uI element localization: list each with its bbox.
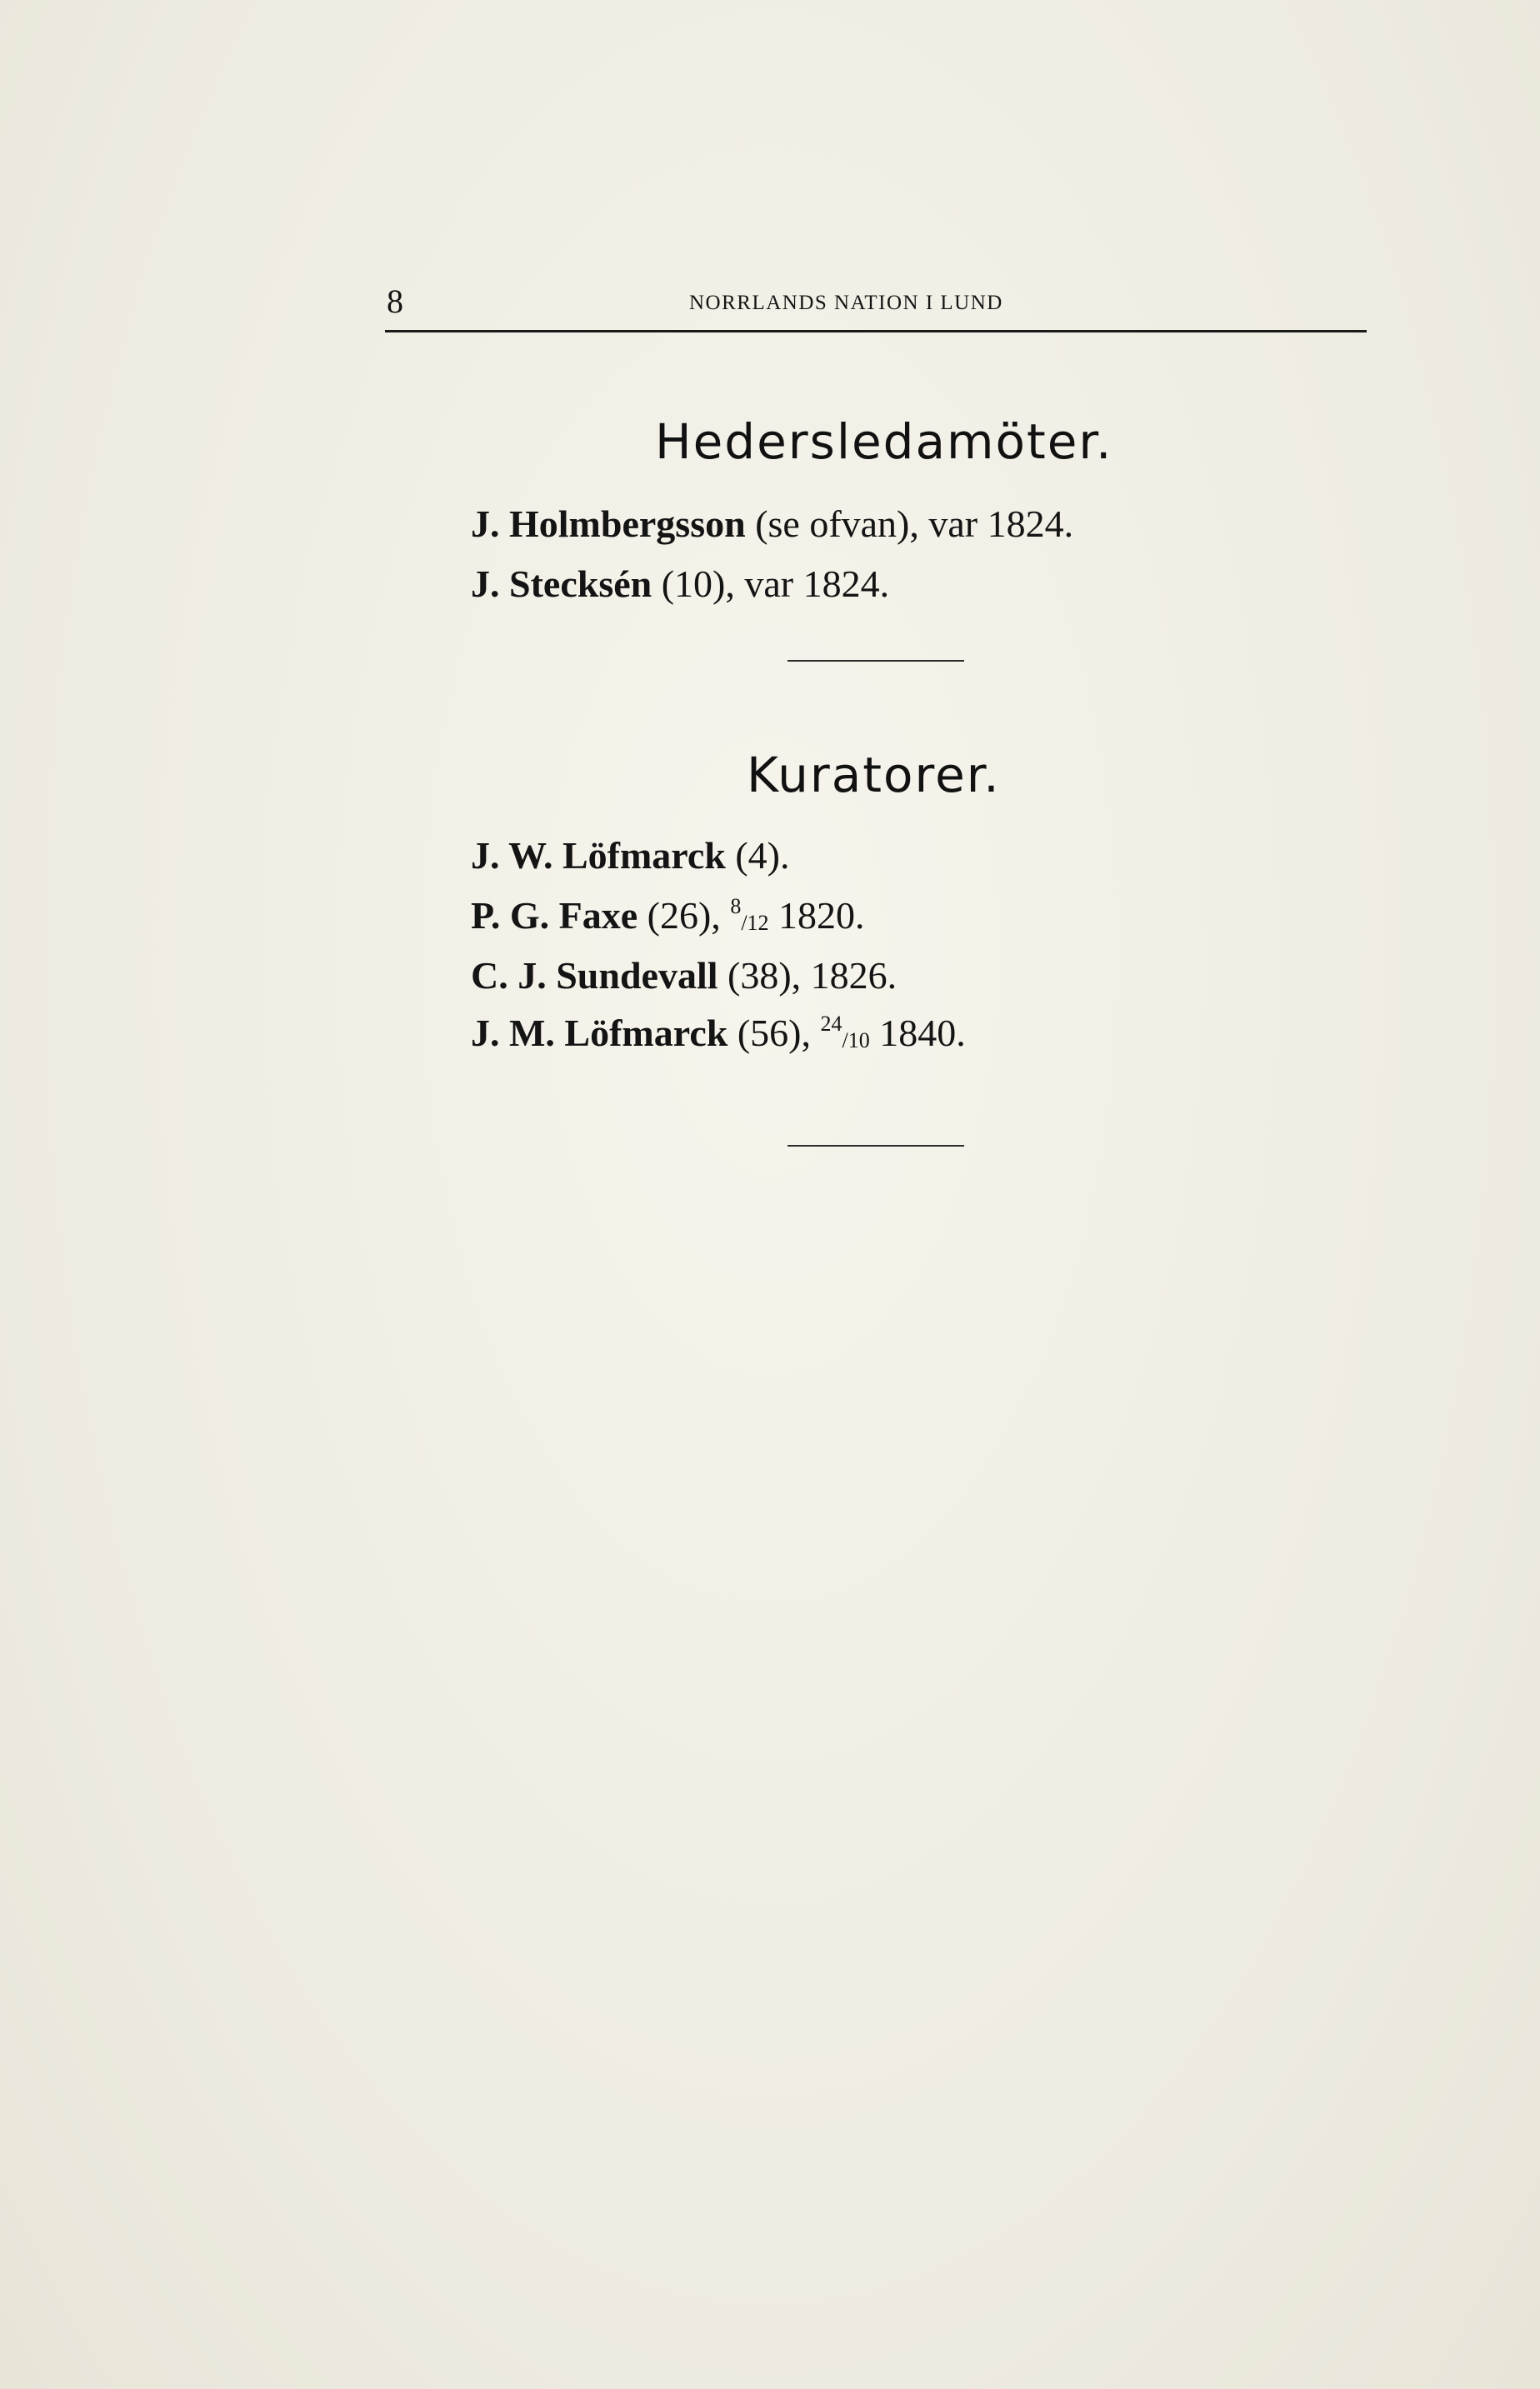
entry-name: J. Stecksén <box>471 562 652 605</box>
list-item <box>471 953 897 997</box>
list-item: P. G. Faxe (26), $^8$/12 1820. <box>471 894 865 937</box>
entry-year: 1840. <box>869 1012 966 1054</box>
section-divider <box>788 660 964 662</box>
list-item <box>471 833 790 877</box>
entry-year: 1820. <box>768 894 865 937</box>
entry-name: C. J. Sundevall <box>471 954 718 997</box>
section-heading-kuratorer: Kuratorer. <box>747 747 1001 803</box>
date-month: 10 <box>848 1028 870 1052</box>
running-title: NORRLANDS NATION I LUND <box>689 292 1003 314</box>
running-head <box>385 282 1367 332</box>
list-item <box>471 502 1073 546</box>
header-rule <box>385 330 1367 332</box>
list-item: J. M. Löfmarck (56), $^{24}$/10 1840. <box>471 1012 966 1054</box>
entry-name: P. G. Faxe <box>471 894 638 937</box>
entry-details: (38), 1826. <box>718 954 898 997</box>
entry-details: (se ofvan), var 1824. <box>745 502 1074 545</box>
date-day: 24 <box>820 1012 842 1036</box>
entry-details: (10), var 1824. <box>652 562 890 605</box>
entry-details: (56), <box>728 1012 821 1054</box>
section-heading-hedersledamoter: Hedersledamöter. <box>655 413 1113 470</box>
date-day: 8 <box>730 894 742 918</box>
entry-name: J. Holmbergsson <box>471 502 746 545</box>
entry-details: (4). <box>725 834 790 877</box>
list-item <box>471 562 889 606</box>
entry-details: (26), <box>638 894 731 937</box>
date-month: 12 <box>747 911 769 935</box>
entry-name: J. M. Löfmarck <box>471 1012 728 1054</box>
section-divider <box>788 1145 964 1147</box>
entry-name: J. W. Löfmarck <box>471 834 726 877</box>
page-number: 8 <box>387 282 403 320</box>
